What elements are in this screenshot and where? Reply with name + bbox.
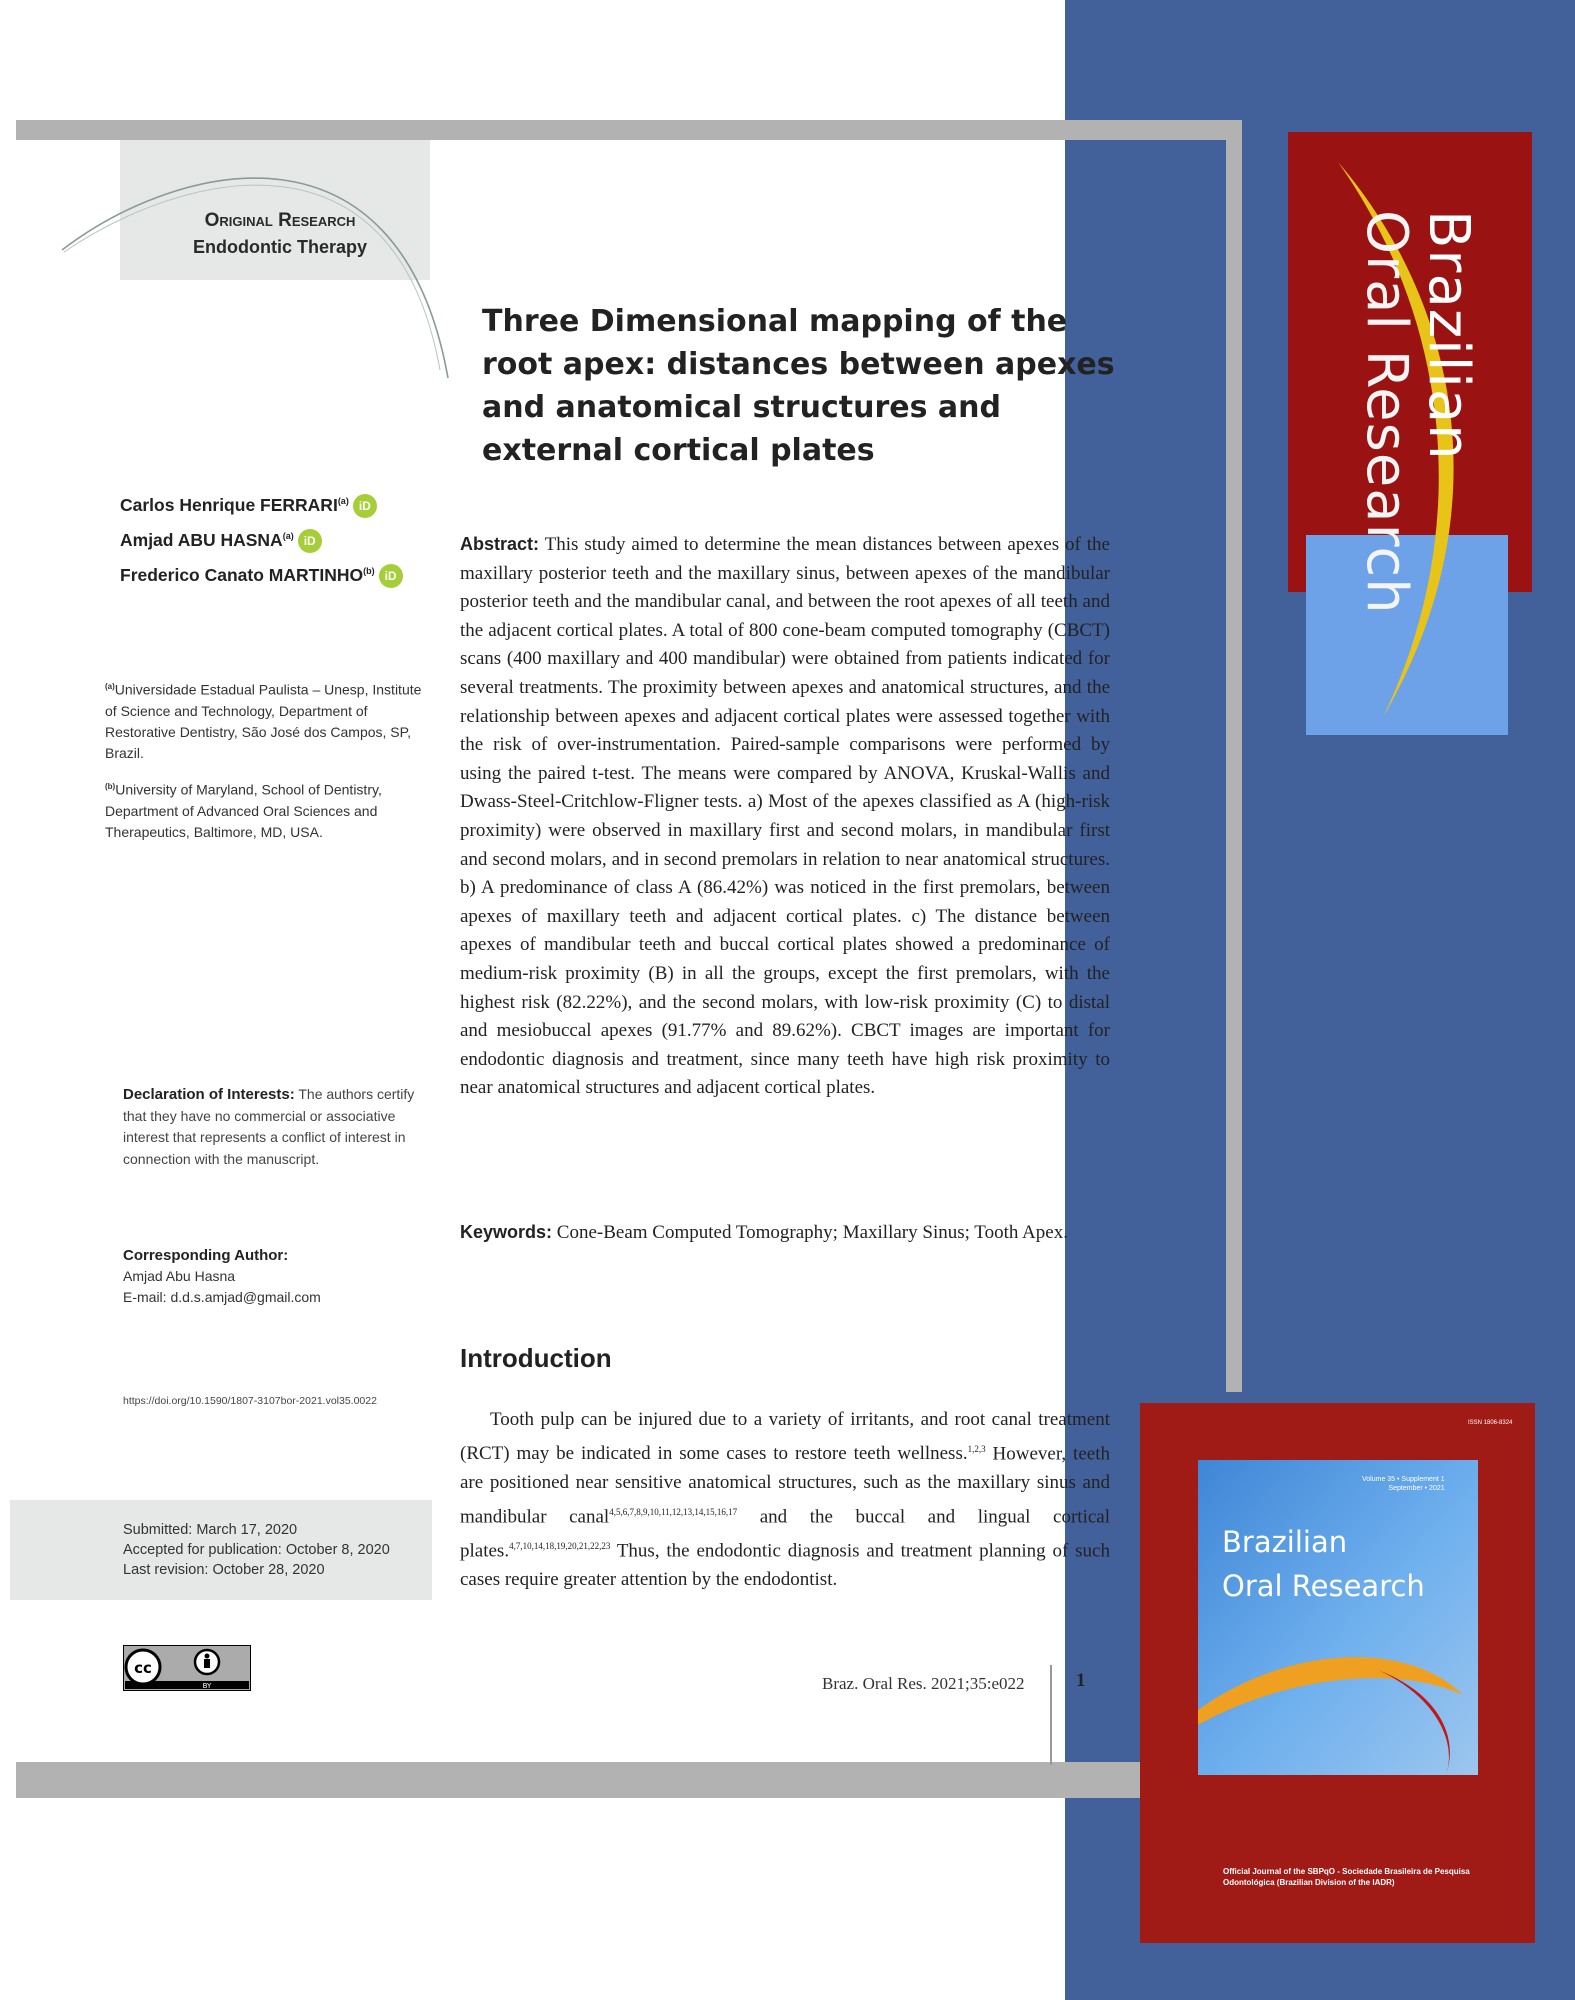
page-number: 1 bbox=[1076, 1670, 1086, 1691]
orcid-icon[interactable]: iD bbox=[379, 564, 403, 588]
citation-ref[interactable]: 4,5,6,7,8,9,10,11,12,13,14,15,16,17 bbox=[609, 1506, 738, 1517]
footer-citation: Braz. Oral Res. 2021;35:e022 bbox=[822, 1674, 1025, 1693]
cover-footer: Official Journal of the SBPqO - Sociedade Brasileira de Pesquisa Odontológica (Brazilian Division of the IADR) bbox=[1223, 1867, 1470, 1887]
by-label: BY bbox=[202, 1682, 212, 1690]
citation-ref[interactable]: 1,2,3 bbox=[967, 1443, 986, 1454]
affiliation-b: $^{(b)}$University of Maryland, School of Dentistry, Department of Advanced Oral Sciences and Therapeutics, Baltimore, MD, USA. bbox=[105, 781, 382, 840]
introduction-heading: Introduction bbox=[460, 1343, 612, 1373]
cover-volume: Volume 35 • Supplement 1 September • 2021 bbox=[1362, 1476, 1445, 1492]
author-name: Amjad ABU HASNA bbox=[120, 529, 283, 550]
corresponding-name: Amjad Abu Hasna bbox=[123, 1268, 236, 1284]
cover-issn: ISSN 1806-8324 bbox=[1468, 1420, 1513, 1426]
cc-label: cc bbox=[134, 1659, 152, 1677]
decorative-frame-right bbox=[1226, 120, 1242, 1392]
section-type bbox=[120, 208, 440, 260]
publication-dates: Submitted: March 17, 2020 Accepted for publication: October 8, 2020 Last revision: October 28, 2020 bbox=[123, 1522, 390, 1578]
citation-ref[interactable]: 4,7,10,14,18,19,20,21,22,23 bbox=[509, 1540, 611, 1551]
doi-link[interactable]: https://doi.org/10.1590/1807-3107bor-2021.vol35.0022 bbox=[123, 1395, 377, 1407]
orcid-icon[interactable]: iD bbox=[353, 494, 377, 518]
introduction-paragraph: Tooth pulp can be injured due to a variety of irritants, and root canal treatment (RCT) may be indicated in some cases to restore teeth wellness.$^{1,2,3}$ However, teeth are positioned near sensitive anatomical structures, such as the maxillary sinus and mandibular canal$^{4,5,6,7,8,9,10,11,12,13,14,15,16,17}$ and the buccal and lingual cortical plates.$^{4,7,10,14,18,19,20,21,22,23}$ Thus, the endodontic diagnosis and treatment planning of such cases require greater attention by the endodontist. bbox=[460, 1409, 1111, 1591]
author-3: Frederico Canato MARTINHO$^{(b)}$ iD bbox=[120, 556, 403, 591]
corresponding-author: Corresponding Author: Amjad Abu Hasna E-mail: d.d.s.amjad@gmail.com bbox=[123, 1247, 321, 1305]
author-2: Amjad ABU HASNA$^{(a)}$ iD bbox=[120, 521, 403, 556]
author-1: Carlos Henrique FERRARI$^{(a)}$ iD bbox=[120, 486, 403, 521]
article-title: Three Dimensional mapping of the root apex: distances between apexes and anatomical structures and external cortical plates bbox=[482, 304, 1115, 468]
cc-by-license-icon[interactable] bbox=[123, 1645, 251, 1691]
affiliation-a: $^{(a)}$Universidade Estadual Paulista – Unesp, Institute of Science and Technology, Department of Restorative Dentistry, São José dos Campos, SP, Brazil. bbox=[105, 681, 422, 761]
cover-title: Brazilian Oral Research bbox=[1222, 1525, 1425, 1603]
decorative-frame-top bbox=[16, 120, 1242, 140]
declaration-of-interests: Declaration of Interests: The authors certify that they have no commercial or associative interest that represents a conflict of interest in connection with the manuscript. bbox=[123, 1086, 415, 1167]
section-subject: Endodontic Therapy bbox=[192, 237, 367, 257]
cover-gradient-panel bbox=[1198, 1460, 1478, 1775]
footer-divider bbox=[1050, 1665, 1052, 1765]
orcid-icon[interactable]: iD bbox=[298, 529, 322, 553]
author-name: Frederico Canato MARTINHO bbox=[120, 564, 364, 585]
journal-logo-text: Brazilian Oral Research bbox=[1354, 210, 1481, 615]
author-name: Carlos Henrique FERRARI bbox=[120, 494, 338, 515]
section-type-label: Original Research bbox=[204, 210, 356, 231]
abstract: Abstract: This study aimed to determine the mean distances between apexes of the maxillary posterior teeth and the maxillary sinus, between apexes of the mandibular posterior teeth and the mandibular canal, and between the root apexes of all teeth and the adjacent cortical plates. A total of 800 cone-beam computed tomography (CBCT) scans (400 maxillary and 400 mandibular) were obtained from patients indicated for several treatments. The proximity between apexes and anatomical structures, and the relationship between apexes and adjacent cortical plates were assessed together with the risk of over-instrumentation. Paired-sample comparisons were performed by using the paired t-test. The means were compared by ANOVA, Kruskal-Wallis and Dwass-Steel-Critchlow-Fligner tests. a) Most of the apexes classified as A (high-risk proximity) were observed in maxillary first and second molars, in mandibular first and second molars, and in second premolars in relation to near anatomical structures. b) A predominance of class A (86.42%) was noticed in the first premolars, between apexes of maxillary teeth and adjacent cortical plates. c) The distance between apexes of mandibular teeth and buccal cortical plates showed a predominance of medium-risk proximity (B) in all the groups, except the first premolars, with the highest risk (82.22%), and the second molars, with low-risk proximity (C) to distal and mesiobuccal apexes (91.77% and 89.62%). CBCT images are important for endodontic diagnosis and treatment, since many teeth have high risk proximity to near anatomical structures and adjacent cortical plates. bbox=[460, 534, 1110, 1099]
decorative-swoosh bbox=[60, 140, 460, 380]
keywords: Keywords: Cone-Beam Computed Tomography; Maxillary Sinus; Tooth Apex. bbox=[460, 1222, 1068, 1243]
author-list bbox=[120, 486, 403, 590]
corresponding-email[interactable]: E-mail: d.d.s.amjad@gmail.com bbox=[123, 1289, 321, 1305]
decorative-frame-bottom bbox=[16, 1762, 1146, 1798]
